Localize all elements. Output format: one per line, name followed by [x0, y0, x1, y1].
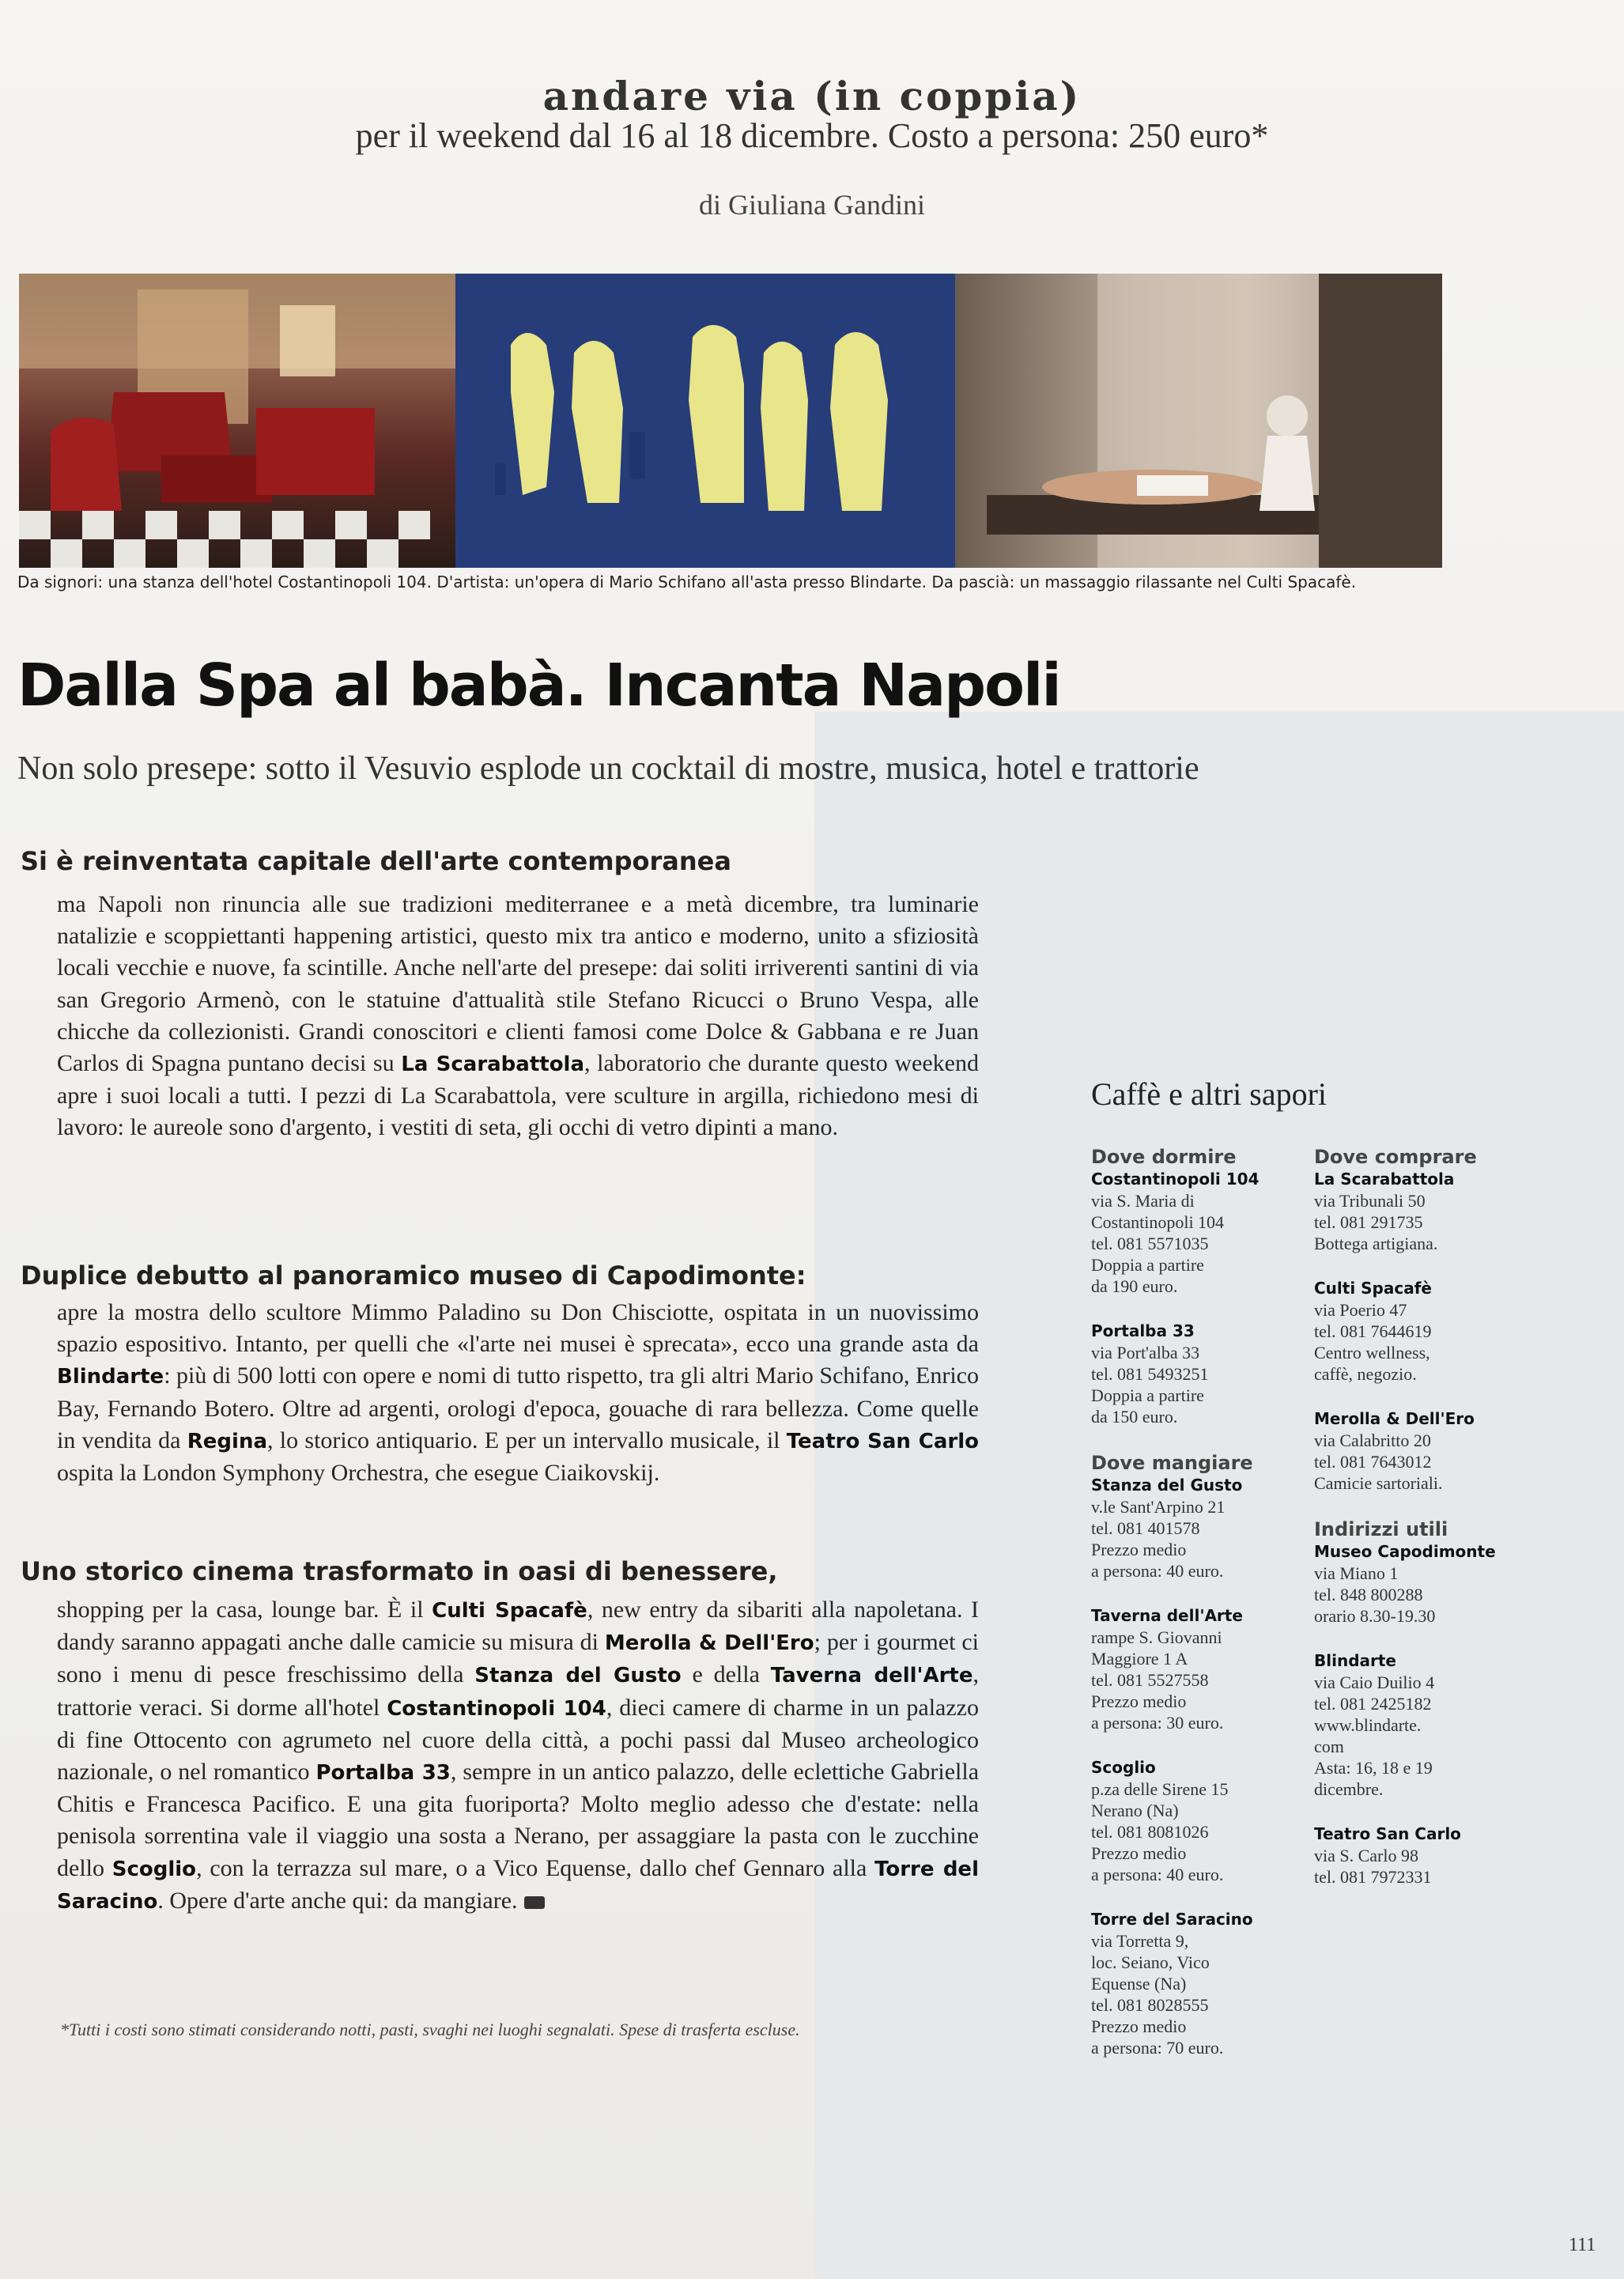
spa-massage-photo [955, 274, 1442, 568]
entry-line: a persona: 40 euro. [1091, 1865, 1224, 1884]
entry-line: Prezzo medio [1091, 1691, 1187, 1711]
directory-entry [1314, 1169, 1551, 1254]
sidebar-column-1 [1091, 1145, 1289, 2082]
entry-line: tel. 081 291735 [1314, 1212, 1423, 1232]
venue-name: Taverna dell'Arte [770, 1664, 973, 1688]
venue-name: Costantinopoli 104 [387, 1696, 606, 1721]
entry-line: loc. Seiano, Vico [1091, 1952, 1210, 1972]
entry-line: Camicie sartoriali. [1314, 1473, 1443, 1493]
entry-line: p.za delle Sirene 15 [1091, 1779, 1229, 1799]
entry-name: Stanza del Gusto [1091, 1476, 1243, 1495]
entry-name: Torre del Saracino [1091, 1910, 1253, 1929]
entry-line: Centro wellness, [1314, 1343, 1430, 1362]
directory-entry [1314, 1650, 1551, 1800]
entry-line: v.le Sant'Arpino 21 [1091, 1497, 1226, 1517]
entry-line: a persona: 40 euro. [1091, 1561, 1224, 1581]
end-of-article-icon [524, 1896, 545, 1909]
entry-line: tel. 081 8081026 [1091, 1822, 1209, 1842]
venue-name: Regina [187, 1429, 268, 1453]
entry-line: via Port'alba 33 [1091, 1343, 1200, 1362]
directory-entry [1091, 1321, 1289, 1427]
entry-line: tel. 081 401578 [1091, 1518, 1200, 1538]
entry-line: tel. 081 5527558 [1091, 1670, 1209, 1690]
venue-name: Blindarte [57, 1365, 164, 1389]
entry-line: caffè, negozio. [1314, 1364, 1417, 1384]
entry-name: Blindarte [1314, 1651, 1396, 1670]
entry-line: via Poerio 47 [1314, 1300, 1407, 1320]
entry-line: Maggiore 1 A [1091, 1649, 1188, 1669]
venue-name: Stanza del Gusto [474, 1664, 682, 1688]
byline: di Giuliana Gandini [699, 189, 925, 221]
entry-line: orario 8.30-19.30 [1314, 1606, 1436, 1626]
directory-entry [1091, 1475, 1289, 1582]
entry-line: via S. Maria di [1091, 1191, 1195, 1211]
directory-entry [1314, 1824, 1551, 1888]
venue-name: Scoglio [111, 1857, 197, 1881]
sidebar-title: Caffè e altri sapori [1091, 1076, 1328, 1112]
entry-line: via Torretta 9, [1091, 1931, 1189, 1951]
directory-entry [1314, 1278, 1551, 1385]
entry-line: da 190 euro. [1091, 1276, 1178, 1296]
entry-line: via Miano 1 [1314, 1563, 1399, 1583]
entry-name: La Scarabattola [1314, 1170, 1455, 1189]
entry-line: Nerano (Na) [1091, 1801, 1179, 1820]
entry-line: Prezzo medio [1091, 1843, 1187, 1863]
directory-entry [1314, 1541, 1551, 1627]
entry-line: dicembre. [1314, 1779, 1384, 1799]
cost-footnote: *Tutti i costi sono stimati considerando notti, pasti, svaghi nei luoghi segnalati. Spese di trasferta escluse. [60, 2020, 800, 2039]
entry-line: a persona: 70 euro. [1091, 2038, 1224, 2058]
entry-line: Asta: 16, 18 e 19 [1314, 1758, 1433, 1778]
entry-name: Culti Spacafè [1314, 1279, 1432, 1298]
entry-line: tel. 848 800288 [1314, 1585, 1423, 1604]
entry-line: rampe S. Giovanni [1091, 1627, 1222, 1647]
entry-line: Doppia a partire [1091, 1255, 1204, 1275]
entry-line: via Caio Duilio 4 [1314, 1672, 1435, 1692]
entry-line: a persona: 30 euro. [1091, 1713, 1224, 1733]
section-body-3: shopping per la casa, lounge bar. È il Culti Spacafè, new entry da sibariti alla napoletana. I dandy saranno appagati anche dalle camicie su misura di Merolla & Dell'Ero; per i gourmet ci sono i menu di pesce freschissimo della Stanza del Gusto e della Taverna dell'Arte, trattorie veraci. Si dorme all'hotel Costantinopoli 104, dieci camere di charme in un palazzo di fine Ottocento con agrumeto nel cuore della città, a pochi passi dal Museo archeologico nazionale, o nel romantico Portalba 33, sempre in un antico palazzo, delle eclettiche Gabriella Chitis e Francesca Pacifico. E una gita fuoriporta? Molto meglio adesso che d'estate: nella penisola sorrentina vale il viaggio una sosta a Nerano, per assaggiare la pasta con le zucchine dello Scoglio, con la terrazza sul mare, o a Vico Equense, dallo chef Gennaro alla Torre del Saracino. Opere d'arte anche qui: da mangiare. [57, 1597, 980, 1914]
entry-line: Bottega artigiana. [1314, 1234, 1438, 1253]
entry-line: tel. 081 7644619 [1314, 1321, 1432, 1341]
photo-caption: Da signori: una stanza dell'hotel Costantinopoli 104. D'artista: un'opera di Mario Schifano all'asta presso Blindarte. Da pascià: un massaggio rilassante nel Culti Spacafè. [17, 573, 1357, 591]
entry-name: Taverna dell'Arte [1091, 1606, 1243, 1625]
directory-entry [1091, 1909, 1289, 2058]
section-heading-3: Uno storico cinema trasformato in oasi di benessere, [21, 1556, 778, 1586]
entry-line: tel. 081 2425182 [1314, 1694, 1432, 1714]
hotel-room-photo [19, 274, 455, 568]
entry-name: Museo Capodimonte [1314, 1542, 1496, 1561]
directory-entry [1091, 1169, 1289, 1297]
entry-line: Doppia a partire [1091, 1385, 1204, 1405]
entry-line: via Calabritto 20 [1314, 1431, 1431, 1450]
directory-heading: Dove mangiare [1091, 1452, 1253, 1474]
directory-entry [1314, 1408, 1551, 1494]
entry-line: tel. 081 8028555 [1091, 1995, 1209, 2015]
directory-entry [1091, 1605, 1289, 1733]
entry-line: Equense (Na) [1091, 1974, 1187, 1994]
entry-line: com [1314, 1737, 1344, 1756]
venue-name: La Scarabattola [401, 1053, 585, 1077]
sidebar-column-2 [1314, 1145, 1551, 1911]
directory-heading: Dove dormire [1091, 1146, 1237, 1168]
venue-name: Merolla & Dell'Ero [604, 1631, 814, 1656]
venue-name: Portalba 33 [315, 1761, 451, 1786]
entry-name: Costantinopoli 104 [1091, 1170, 1260, 1189]
entry-line: tel. 081 5493251 [1091, 1364, 1209, 1384]
venue-name: Torre del Saracino [57, 1857, 979, 1914]
entry-name: Scoglio [1091, 1758, 1156, 1777]
article-deck: Non solo presepe: sotto il Vesuvio esplode un cocktail di mostre, musica, hotel e trattorie [17, 750, 1199, 787]
entry-name: Portalba 33 [1091, 1321, 1195, 1340]
section-heading-1: Si è reinventata capitale dell'arte contemporanea [21, 846, 731, 876]
entry-line: tel. 081 7972331 [1314, 1867, 1432, 1887]
entry-name: Teatro San Carlo [1314, 1824, 1461, 1843]
entry-line: tel. 081 5571035 [1091, 1234, 1209, 1253]
entry-line: www.blindarte. [1314, 1715, 1422, 1735]
venue-name: Teatro San Carlo [786, 1429, 979, 1453]
entry-line: Prezzo medio [1091, 2016, 1187, 2036]
venue-name: Culti Spacafè [432, 1599, 587, 1623]
entry-line: da 150 euro. [1091, 1407, 1178, 1427]
entry-line: tel. 081 7643012 [1314, 1452, 1432, 1472]
entry-line: Costantinopoli 104 [1091, 1212, 1225, 1232]
entry-line: Prezzo medio [1091, 1540, 1187, 1559]
entry-name: Merolla & Dell'Ero [1314, 1409, 1475, 1428]
schifano-artwork-photo [455, 274, 955, 568]
directory-entry [1091, 1757, 1289, 1885]
section-body-2: apre la mostra dello scultore Mimmo Paladino su Don Chisciotte, ospitata in un nuovissimo spazio espositivo. Intanto, per quelli che «l'arte nei musei è sprecata», ecco una grande asta da Blindarte: più di 500 lotti con opere e nomi di tutto rispetto, tra gli altri Mario Schifano, Enrico Bay, Fernando Botero. Oltre ad argenti, orologi d'epoca, gouache di rara bellezza. Come quelle in vendita da Regina, lo storico antiquario. E per un intervallo musicale, il Teatro San Carlo ospita la London Symphony Orchestra, che esegue Ciaikovskij. [57, 1299, 979, 1487]
entry-line: via S. Carlo 98 [1314, 1846, 1418, 1865]
directory-heading: Dove comprare [1314, 1146, 1477, 1168]
page-number: 111 [1569, 2235, 1596, 2255]
entry-line: via Tribunali 50 [1314, 1191, 1426, 1211]
section-kicker: andare via (in coppia) [542, 73, 1082, 119]
directory-heading: Indirizzi utili [1314, 1518, 1448, 1540]
section-body-1: ma Napoli non rinuncia alle sue tradizioni mediterranee e a metà dicembre, tra luminarie natalizie e scoppiettanti happening artistici, questo mix tra antico e moderno, unito a sfiziosità locali vecchie e nuove, fa scintille. Anche nell'arte del presepe: dai soliti irriverenti santini di via san Gregorio Armenò, con le statuine d'attualità stile Stefano Ricucci o Bruno Vespa, alle chicche da collezionisti. Grandi conoscitori e clienti famosi come Dolce & Gabbana e re Juan Carlos di Spagna puntano decisi su La Scarabattola, laboratorio che durante questo weekend apre i suoi locali a tutti. I pezzi di La Scarabattola, vere sculture in argilla, richiedono mesi di lavoro: le aureole sono d'argento, i vestiti di seta, gli occhi di vetro dipinti a mano. [57, 891, 980, 1141]
article-headline: Dalla Spa al babà. Incanta Napoli [17, 652, 1060, 720]
photo-strip [19, 274, 1442, 568]
trip-summary: per il weekend dal 16 al 18 dicembre. Costo a persona: 250 euro* [355, 116, 1269, 155]
section-heading-2: Duplice debutto al panoramico museo di Capodimonte: [21, 1260, 806, 1291]
